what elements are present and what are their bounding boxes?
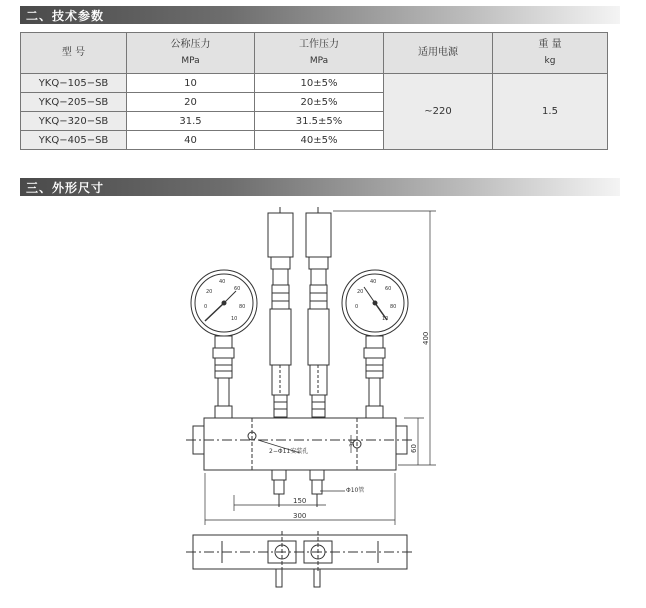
dim-300-label: 300: [293, 512, 307, 520]
cell-nominal: 40: [127, 131, 255, 150]
gauge-tick-label: 10: [382, 316, 389, 322]
pressure-gauge-left: [191, 270, 257, 418]
dim-30-label: 30: [349, 439, 356, 447]
cell-working: 31.5±5%: [255, 112, 384, 131]
dim-height-label: 400: [422, 331, 430, 345]
gauge-tick-label: 80: [390, 304, 397, 310]
gauge-tick-label: 10: [231, 316, 238, 322]
header-model: 型 号: [21, 33, 127, 74]
cell-nominal: 10: [127, 74, 255, 93]
cell-working: 10±5%: [255, 74, 384, 93]
gauge-tick-label: 40: [370, 279, 377, 285]
section-header-tech-params: [20, 6, 620, 24]
top-view: [186, 531, 414, 587]
section-title: 二、技术参数: [26, 9, 105, 23]
cell-model: YKQ−205−SB: [21, 93, 127, 112]
header-nominal: 公称压力 MPa: [127, 33, 255, 74]
cell-working: 40±5%: [255, 131, 384, 150]
gauge-tick-label: 60: [234, 286, 241, 292]
dim-150-label: 150: [293, 497, 307, 505]
manifold-block: [186, 418, 414, 507]
spec-table: [20, 32, 608, 150]
header-weight: 重 量 kg: [493, 33, 608, 74]
dimension-drawing: [0, 195, 646, 608]
gauge-tick-label: 0: [204, 304, 208, 310]
header-working: 工作压力 MPa: [255, 33, 384, 74]
dim-block-label: 60: [410, 444, 418, 453]
cell-model: YKQ−320−SB: [21, 112, 127, 131]
gauge-tick-label: 0: [355, 304, 359, 310]
solenoid-left: [268, 207, 293, 417]
solenoid-right: [306, 207, 331, 417]
pipe-label: Φ10管: [346, 487, 365, 494]
cell-model: YKQ−105−SB: [21, 74, 127, 93]
gauge-tick-label: 40: [219, 279, 226, 285]
cell-nominal: 20: [127, 93, 255, 112]
header-power: 适用电源: [384, 33, 493, 74]
cell-weight: 1.5: [493, 74, 608, 150]
section-title: 三、外形尺寸: [26, 181, 105, 195]
cell-power: ~220: [384, 74, 493, 150]
cell-model: YKQ−405−SB: [21, 131, 127, 150]
table-row: [21, 74, 608, 93]
gauge-tick-label: 60: [385, 286, 392, 292]
gauge-tick-label: 80: [239, 304, 246, 310]
cell-working: 20±5%: [255, 93, 384, 112]
dimension-lines: [205, 211, 436, 525]
mounting-hole-label: 2−Φ11安装孔: [269, 448, 309, 455]
table-header-row: [21, 33, 608, 74]
pressure-gauge-right: [342, 270, 408, 418]
cell-nominal: 31.5: [127, 112, 255, 131]
gauge-tick-label: 20: [206, 289, 213, 295]
section-header-dimensions: [20, 178, 620, 196]
gauge-tick-label: 20: [357, 289, 364, 295]
